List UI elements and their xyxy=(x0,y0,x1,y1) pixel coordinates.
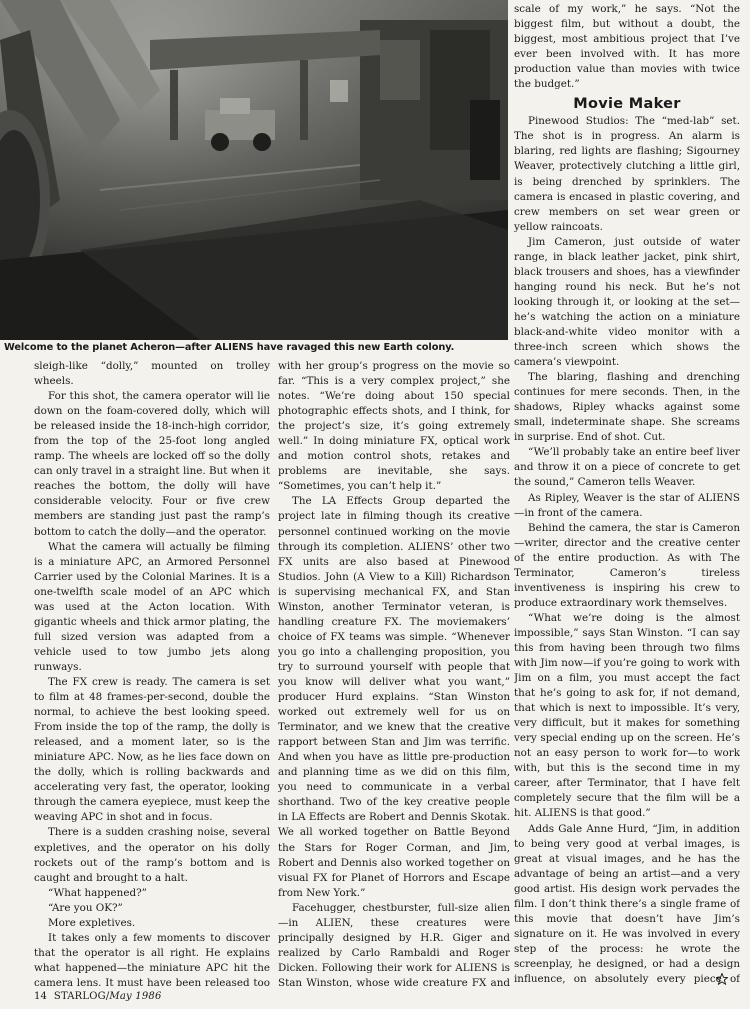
photo-caption: Welcome to the planet Acheron—after ALIENS have ravaged this new Earth colony. xyxy=(4,342,455,353)
article-paragraph: The FX crew is ready. The camera is set to film at 48 frames-per-second, double the normal, to achieve the best looking speed. From inside the top of the ramp, the dolly is released, and a moment later, so is the miniature APC. Now, as he lies face down on the dolly, which is rolling backwards and accelerating very fast, the operator, looking through the camera eyepiece, must keep the weaving APC in shot and in focus. xyxy=(34,675,270,824)
article-paragraph: As Ripley, Weaver is the star of ALIENS—in front of the camera. xyxy=(514,491,740,519)
section-heading-movie-maker: Movie Maker xyxy=(573,96,681,113)
article-column-1 xyxy=(34,359,270,987)
article-paragraph: The LA Effects Group departed the project late in filming though its creative personnel continued working on the movie through its completion. ALIENS’ other two FX units are also based at Pinewood Studios. John (A View to a Kill) Richardson is supervising mechanical FX, and Stan Winston, another Terminator veteran, is handling creature FX. The moviemakers’ choice of FX teams was simple. “Whenever you go into a challenging proposition, you try to surround yourself with people that you know will deliver what you want,” producer Hurd explains. “Stan Winston worked out extremely well for us on Terminator, and we knew that the creative rapport between Stan and Jim was terrific. And when you have as little pre-production and planning time as we did on this film, you need to communicate in a verbal shorthand. Two of the key creative people in LA Effects are Robert and Dennis Skotak. We all worked together on Battle Beyond the Stars for Roger Corman, and Jim, Robert and Dennis also worked together on visual FX for Planet of Horrors and Escape from New York.” xyxy=(278,495,510,899)
article-paragraph: “What happened?” xyxy=(48,886,147,899)
article-paragraph: Jim Cameron, just outside of water range, in black leather jacket, pink shirt, black trousers and shoes, has a viewfinder hanging round his neck. But he’s not looking through it, or looking at the set—he’s watching the action on a miniature black-and-white video monitor with a three-inch screen which shows the camera’s viewpoint. xyxy=(514,235,740,369)
article-paragraph: Adds Gale Anne Hurd, “Jim, in addition to being very good at verbal images, is great at visual images, and he has the advantage of being an artist—and a very good artist. His design work pervades the film. I don’t think there’s a single frame of this movie that doesn’t have Jim’s signature on it. He was involved in every step of the process: he wrote the screenplay, he designed, or had a design influence, on absolutely every piece of xyxy=(514,822,740,985)
page-number: 14 xyxy=(34,991,48,1002)
article-paragraph: Behind the camera, the star is Cameron—writer, director and the creative center of the entire production. As with The Terminator, Cameron’s tireless inventiveness is inspiring his crew to produce extraordinary work themselves. xyxy=(514,521,740,609)
issue-date: May 1986 xyxy=(109,991,162,1002)
article-paragraph: scale of my work,” he says. “Not the biggest film, but without a doubt, the biggest, most ambitious project that I’ve ever been involved with. It has more production value than movies with twice the budget.” xyxy=(514,3,740,91)
article-paragraph: “What we’re doing is the almost impossible,” says Stan Winston. “I can say this from having been through two films with Jim now—if you’re going to work with Jim on a film, you must accept the fact that he’s going to ask for, if not demand, that which is next to impossible. It’s very, very difficult, but it makes for something very special ending up on the screen. He’s not an easy person to work for—to work with, but this is the second time in my career, after Terminator, that I have felt completely secure that the film will be a hit. ALIENS is that good.” xyxy=(514,611,740,820)
magazine-name: STARLOG xyxy=(53,991,106,1002)
photo-scene-illustration xyxy=(0,0,508,340)
article-paragraph: “We’ll probably take an entire beef liver and throw it on a piece of concrete to get the sound,” Cameron tells Weaver. xyxy=(514,446,740,489)
article-column-3 xyxy=(514,2,740,987)
article-paragraph: The blaring, flashing and drenching continues for mere seconds. Then, in the shadows, Ripley whacks against some small, indeterminate shape. She screams in surprise. End of shot. Cut. xyxy=(514,371,740,444)
article-paragraph: It takes only a few moments to discover that the operator is all right. He explains what happened—the miniature APC hit the camera lens. It must have been released too xyxy=(34,931,270,987)
article-paragraph: with her group’s progress on the movie so far. “This is a very complex project,” she notes. “We’re doing about 150 special photographic effects shots, and I think, for the project’s size, it’s going extremely well.” In doing miniature FX, optical work and motion control shots, retakes and problems are inevitable, she says. “Sometimes, you can’t help it.” xyxy=(278,360,510,493)
article-paragraph: There is a sudden crashing noise, several expletives, and the operator on his dolly rockets out of the ramp’s bottom and is caught and brought to a halt. xyxy=(34,826,270,884)
article-paragraph: Facehugger, chestburster, full-size alien—in ALIEN, these creatures were principally designed by H.R. Giger and realized by Carlo Rambaldi and Roger Dicken. Following their work for ALIENS is Stan Winston, whose wide creature FX and xyxy=(278,901,510,987)
article-paragraph: “Are you OK?” xyxy=(48,901,123,914)
page-footer: 14 STARLOG/May 1986 xyxy=(34,991,162,1002)
article-paragraph: For this shot, the camera operator will lie down on the foam-covered dolly, which will be released inside the 18-inch-high corridor, from the top of the 25-foot long angled ramp. The wheels are locked off so the dolly can only travel in a straight line. But when it reaches the bottom, the dolly will have considerable velocity. Four or five crew members are standing just past the ramp’s bottom to catch the dolly—and the operator. xyxy=(34,390,270,538)
article-column-2 xyxy=(278,359,510,987)
article-paragraph: sleigh-like “dolly,” mounted on trolley wheels. xyxy=(34,360,270,388)
end-of-article-star-icon xyxy=(716,973,728,985)
article-paragraph: Pinewood Studios: The “med-lab” set. The shot is in progress. An alarm is blaring, red lights are flashing; Sigourney Weaver, protectively clutching a little girl, is being drenched by sprinklers. The camera is encased in plastic covering, and crew members on set wear green or yellow raincoats. xyxy=(514,115,740,233)
article-paragraph: What the camera will actually be filming is a miniature APC, an Armored Personnel Carrier used by the Colonial Marines. It is a one-twelfth scale model of an APC which was used at the Acton location. With gigantic wheels and thick armor plating, the full sized version was adapted from a vehicle used to tow jumbo jets along runways. xyxy=(34,540,270,673)
article-paragraph: More expletives. xyxy=(48,916,136,929)
photo-acheron-set xyxy=(0,0,508,340)
